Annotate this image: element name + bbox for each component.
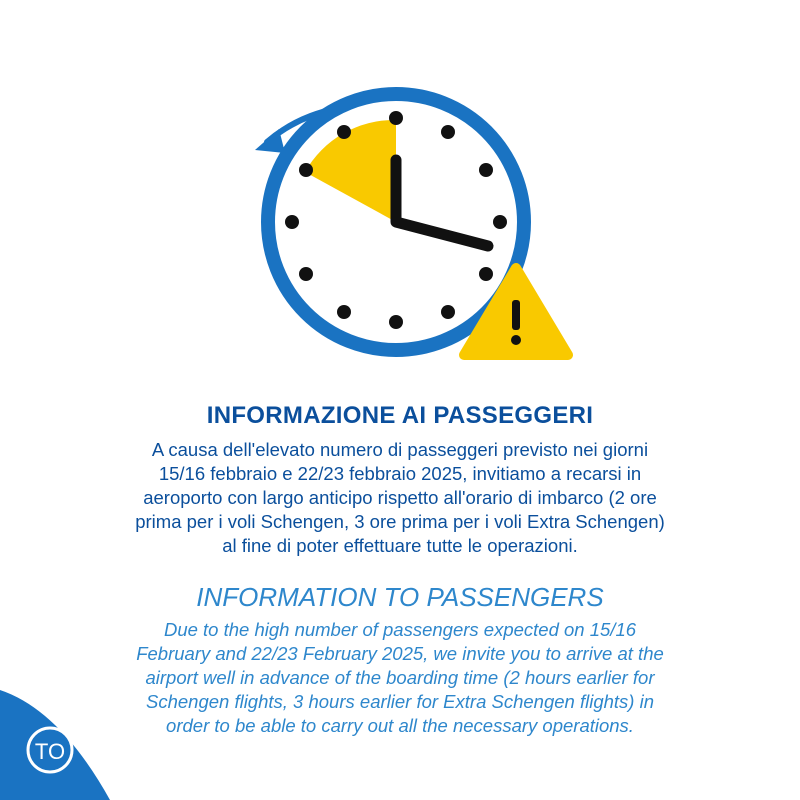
english-line: order to be able to carry out all the necessary operations. (166, 715, 634, 736)
english-line: airport well in advance of the boarding time (2 hours earlier for (145, 667, 655, 688)
italian-line: A causa dell'elevato numero di passeggeri previsto nei giorni (151, 439, 649, 460)
logo-text: TO (34, 739, 66, 764)
italian-line: aeroporto con largo anticipo rispetto all'orario di imbarco (2 ore (143, 487, 657, 508)
italian-body (60, 438, 740, 558)
english-body (50, 618, 750, 738)
english-title: INFORMATION TO PASSENGERS (196, 582, 604, 612)
italian-line: al fine di poter effettuare tutte le operazioni. (222, 535, 578, 556)
english-line: Schengen flights, 3 hours earlier for Extra Schengen flights) in (145, 691, 654, 712)
english-line: February and 22/23 February 2025, we invite you to arrive at the (136, 643, 664, 664)
italian-title: INFORMAZIONE AI PASSEGGERI (206, 402, 594, 429)
english-line: Due to the high number of passengers expected on 15/16 (163, 619, 637, 640)
italian-line: 15/16 febbraio e 22/23 febbraio 2025, invitiamo a recarsi in (158, 463, 642, 484)
to-logo (0, 690, 110, 800)
italian-line: prima per i voli Schengen, 3 ore prima per i voli Extra Schengen) (135, 511, 665, 532)
